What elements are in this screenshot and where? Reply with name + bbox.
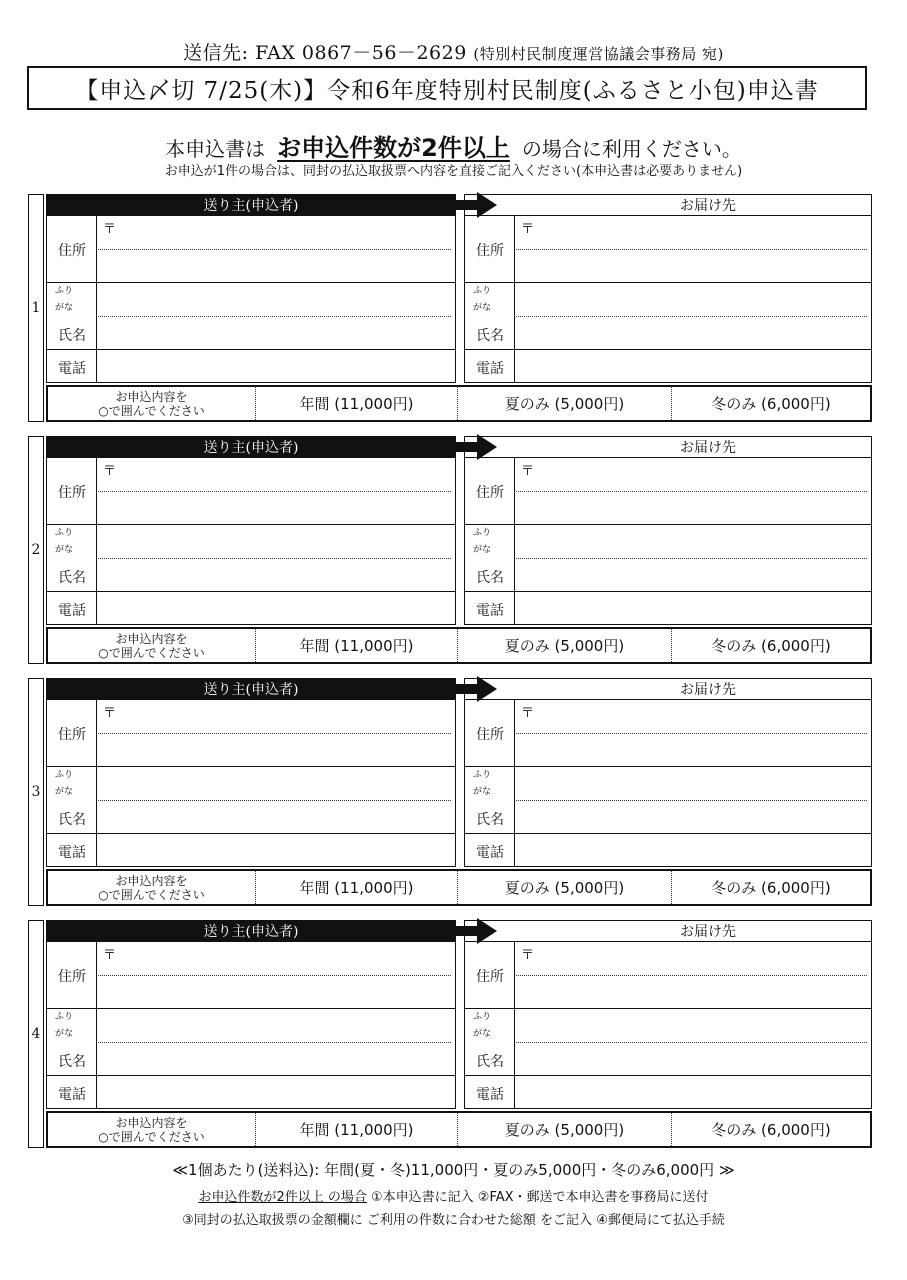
address-row [47,700,455,767]
postal-mark: 〒 [103,222,117,237]
address-label: 住所 [58,485,86,501]
name-input-area[interactable] [98,317,455,349]
option-winter[interactable]: 冬のみ (6,000円) [711,395,831,413]
order-options [46,1111,872,1148]
name-label: 氏名 [476,812,504,828]
intro-note: お申込が1件の場合は、同封の払込取扱票へ内容を直接ご記入ください(本申込書は必要ありません) [164,164,743,179]
furigana-label-2: がな [55,545,74,555]
sender-section [46,436,456,625]
order-instruction-1: お申込内容を [115,631,188,646]
address-input-area[interactable] [98,700,455,766]
name-row [47,767,455,834]
phone-label: 電話 [476,845,504,861]
furigana-input-area[interactable] [98,283,455,316]
furigana-label-2: がな [473,787,492,797]
recipient-banner: お届け先 [464,194,872,216]
furigana-label-1: ふり [55,528,74,538]
order-options [46,869,872,906]
sender-banner: 送り主(申込者) [46,678,456,700]
name-label: 氏名 [476,1054,504,1070]
address-label: 住所 [58,727,86,743]
option-annual[interactable]: 年間 (11,000円) [256,1113,458,1146]
address-label: 住所 [58,243,86,259]
postal-mark: 〒 [103,706,117,721]
furigana-input-area[interactable] [98,525,455,558]
pricing-note: ≪1個あたり(送料込): 年間(夏・冬)11,000円・夏のみ5,000円・冬のみ6,000円 ≫ [172,1161,735,1179]
entry-block [28,678,872,906]
phone-input-area[interactable] [516,1076,871,1109]
field-grid [464,942,872,1109]
phone-row [465,350,871,383]
furigana-label-2: がな [55,303,74,313]
steps-line-2: ③同封の払込取扱票の金額欄に ご利用の件数に合わせた総額 をご記入 ④郵便局にて払込手続 [182,1213,725,1228]
entry-block [28,920,872,1148]
address-row [465,942,871,1009]
furigana-input-area[interactable] [98,767,455,800]
furigana-label-2: がな [473,303,492,313]
furigana-label-1: ふり [55,1012,74,1022]
name-input-area[interactable] [516,1043,871,1075]
option-winter[interactable]: 冬のみ (6,000円) [711,1121,831,1139]
name-label: 氏名 [58,570,86,586]
address-input-area[interactable] [516,216,871,282]
sender-section [46,194,456,383]
address-label: 住所 [476,969,504,985]
name-input-area[interactable] [98,801,455,833]
furigana-label-1: ふり [473,528,492,538]
order-instruction-1: お申込内容を [115,873,188,888]
field-grid [46,942,456,1109]
address-label: 住所 [476,727,504,743]
phone-row [47,1076,455,1109]
field-grid [464,458,872,625]
name-row [47,525,455,592]
order-instruction [48,1113,256,1146]
sender-banner: 送り主(申込者) [46,194,456,216]
option-winter[interactable]: 冬のみ (6,000円) [711,879,831,897]
option-summer[interactable]: 夏のみ (5,000円) [458,871,672,904]
address-row [465,216,871,283]
name-label: 氏名 [58,812,86,828]
address-row [465,458,871,525]
recipient-section [464,436,872,625]
furigana-input-area[interactable] [516,525,871,558]
steps-prefix: お申込件数が2件以上 の場合 [198,1190,367,1205]
order-instruction-1: お申込内容を [115,1115,188,1130]
name-input-area[interactable] [98,1043,455,1075]
name-input-area[interactable] [98,559,455,591]
postal-mark: 〒 [521,222,535,237]
sender-banner: 送り主(申込者) [46,920,456,942]
address-row [465,700,871,767]
address-input-area[interactable] [98,942,455,1008]
recipient-banner: お届け先 [464,920,872,942]
form-title: 【申込〆切 7/25(木)】令和6年度特別村民制度(ふるさと小包)申込書 [27,66,867,110]
order-instruction-2: ○で囲んでください [98,1129,205,1144]
name-row [465,1009,871,1076]
phone-row [465,1076,871,1109]
name-label: 氏名 [476,570,504,586]
option-annual[interactable]: 年間 (11,000円) [256,387,458,420]
field-grid [46,458,456,625]
postal-mark: 〒 [521,948,535,963]
phone-input-area[interactable] [98,350,455,383]
recipient-section [464,920,872,1109]
sender-section [46,920,456,1109]
name-row [465,767,871,834]
postal-mark: 〒 [521,706,535,721]
phone-input-area[interactable] [516,350,871,383]
name-row [47,1009,455,1076]
furigana-input-area[interactable] [98,1009,455,1042]
phone-input-area[interactable] [516,834,871,867]
intro-post: の場合に利用ください。 [521,137,742,161]
phone-row [47,592,455,625]
furigana-input-area[interactable] [516,283,871,316]
furigana-label-1: ふり [473,286,492,296]
phone-row [47,350,455,383]
option-annual[interactable]: 年間 (11,000円) [256,629,458,662]
furigana-label-1: ふり [55,770,74,780]
phone-label: 電話 [476,1087,504,1103]
address-input-area[interactable] [516,700,871,766]
order-instruction [48,387,256,420]
phone-label: 電話 [58,603,86,619]
phone-row [465,834,871,867]
furigana-label-2: がな [55,787,74,797]
recipient-section [464,678,872,867]
option-summer[interactable]: 夏のみ (5,000円) [458,1113,672,1146]
sender-banner: 送り主(申込者) [46,436,456,458]
entry-number: 3 [28,678,44,906]
steps-line-1 [0,1186,907,1205]
address-label: 住所 [476,243,504,259]
name-row [47,283,455,350]
furigana-input-area[interactable] [516,767,871,800]
steps-1: ①本申込書に記入 ②FAX・郵送で本申込書を事務局に送付 [371,1190,709,1205]
fax-number: 送信先: FAX 0867－56－2629 [183,42,467,64]
address-input-area[interactable] [516,942,871,1008]
name-row [465,283,871,350]
name-row [465,525,871,592]
intro-emphasis: お申込件数が2件以上 [277,134,510,162]
recipient-banner: お届け先 [464,678,872,700]
order-options [46,385,872,422]
name-input-area[interactable] [516,317,871,349]
furigana-label-2: がな [55,1029,74,1039]
order-instruction [48,629,256,662]
entry-number: 4 [28,920,44,1148]
postal-mark: 〒 [103,948,117,963]
furigana-label-2: がな [473,1029,492,1039]
phone-input-area[interactable] [98,592,455,625]
address-row [47,942,455,1009]
entry-block [28,436,872,664]
name-input-area[interactable] [516,559,871,591]
phone-row [465,592,871,625]
postal-mark: 〒 [521,464,535,479]
option-annual[interactable]: 年間 (11,000円) [256,871,458,904]
intro-pre: 本申込書は [165,137,266,161]
address-row [47,216,455,283]
address-input-area[interactable] [98,458,455,524]
option-winter[interactable]: 冬のみ (6,000円) [711,637,831,655]
order-instruction-1: お申込内容を [115,389,188,404]
order-instruction-2: ○で囲んでください [98,403,205,418]
furigana-label-1: ふり [473,770,492,780]
order-options [46,627,872,664]
intro-line [0,128,907,163]
entry-number: 2 [28,436,44,664]
address-label: 住所 [476,485,504,501]
recipient-section [464,194,872,383]
field-grid [464,216,872,383]
phone-input-area[interactable] [98,834,455,867]
recipient-banner: お届け先 [464,436,872,458]
field-grid [464,700,872,867]
entry-number: 1 [28,194,44,422]
fax-recipient-office: (特別村民制度運営協議会事務局 宛) [473,45,724,63]
name-label: 氏名 [58,328,86,344]
order-instruction [48,871,256,904]
phone-input-area[interactable] [516,592,871,625]
phone-label: 電話 [58,845,86,861]
address-label: 住所 [58,969,86,985]
postal-mark: 〒 [103,464,117,479]
sender-section [46,678,456,867]
furigana-label-1: ふり [473,1012,492,1022]
phone-label: 電話 [476,361,504,377]
furigana-label-1: ふり [55,286,74,296]
order-instruction-2: ○で囲んでください [98,645,205,660]
phone-label: 電話 [58,1087,86,1103]
furigana-label-2: がな [473,545,492,555]
address-input-area[interactable] [516,458,871,524]
option-summer[interactable]: 夏のみ (5,000円) [458,387,672,420]
phone-label: 電話 [58,361,86,377]
phone-row [47,834,455,867]
name-label: 氏名 [476,328,504,344]
address-row [47,458,455,525]
phone-input-area[interactable] [98,1076,455,1109]
address-input-area[interactable] [98,216,455,282]
name-label: 氏名 [58,1054,86,1070]
furigana-input-area[interactable] [516,1009,871,1042]
field-grid [46,216,456,383]
entry-block [28,194,872,422]
order-instruction-2: ○で囲んでください [98,887,205,902]
phone-label: 電話 [476,603,504,619]
field-grid [46,700,456,867]
name-input-area[interactable] [516,801,871,833]
option-summer[interactable]: 夏のみ (5,000円) [458,629,672,662]
fax-destination [0,38,907,65]
